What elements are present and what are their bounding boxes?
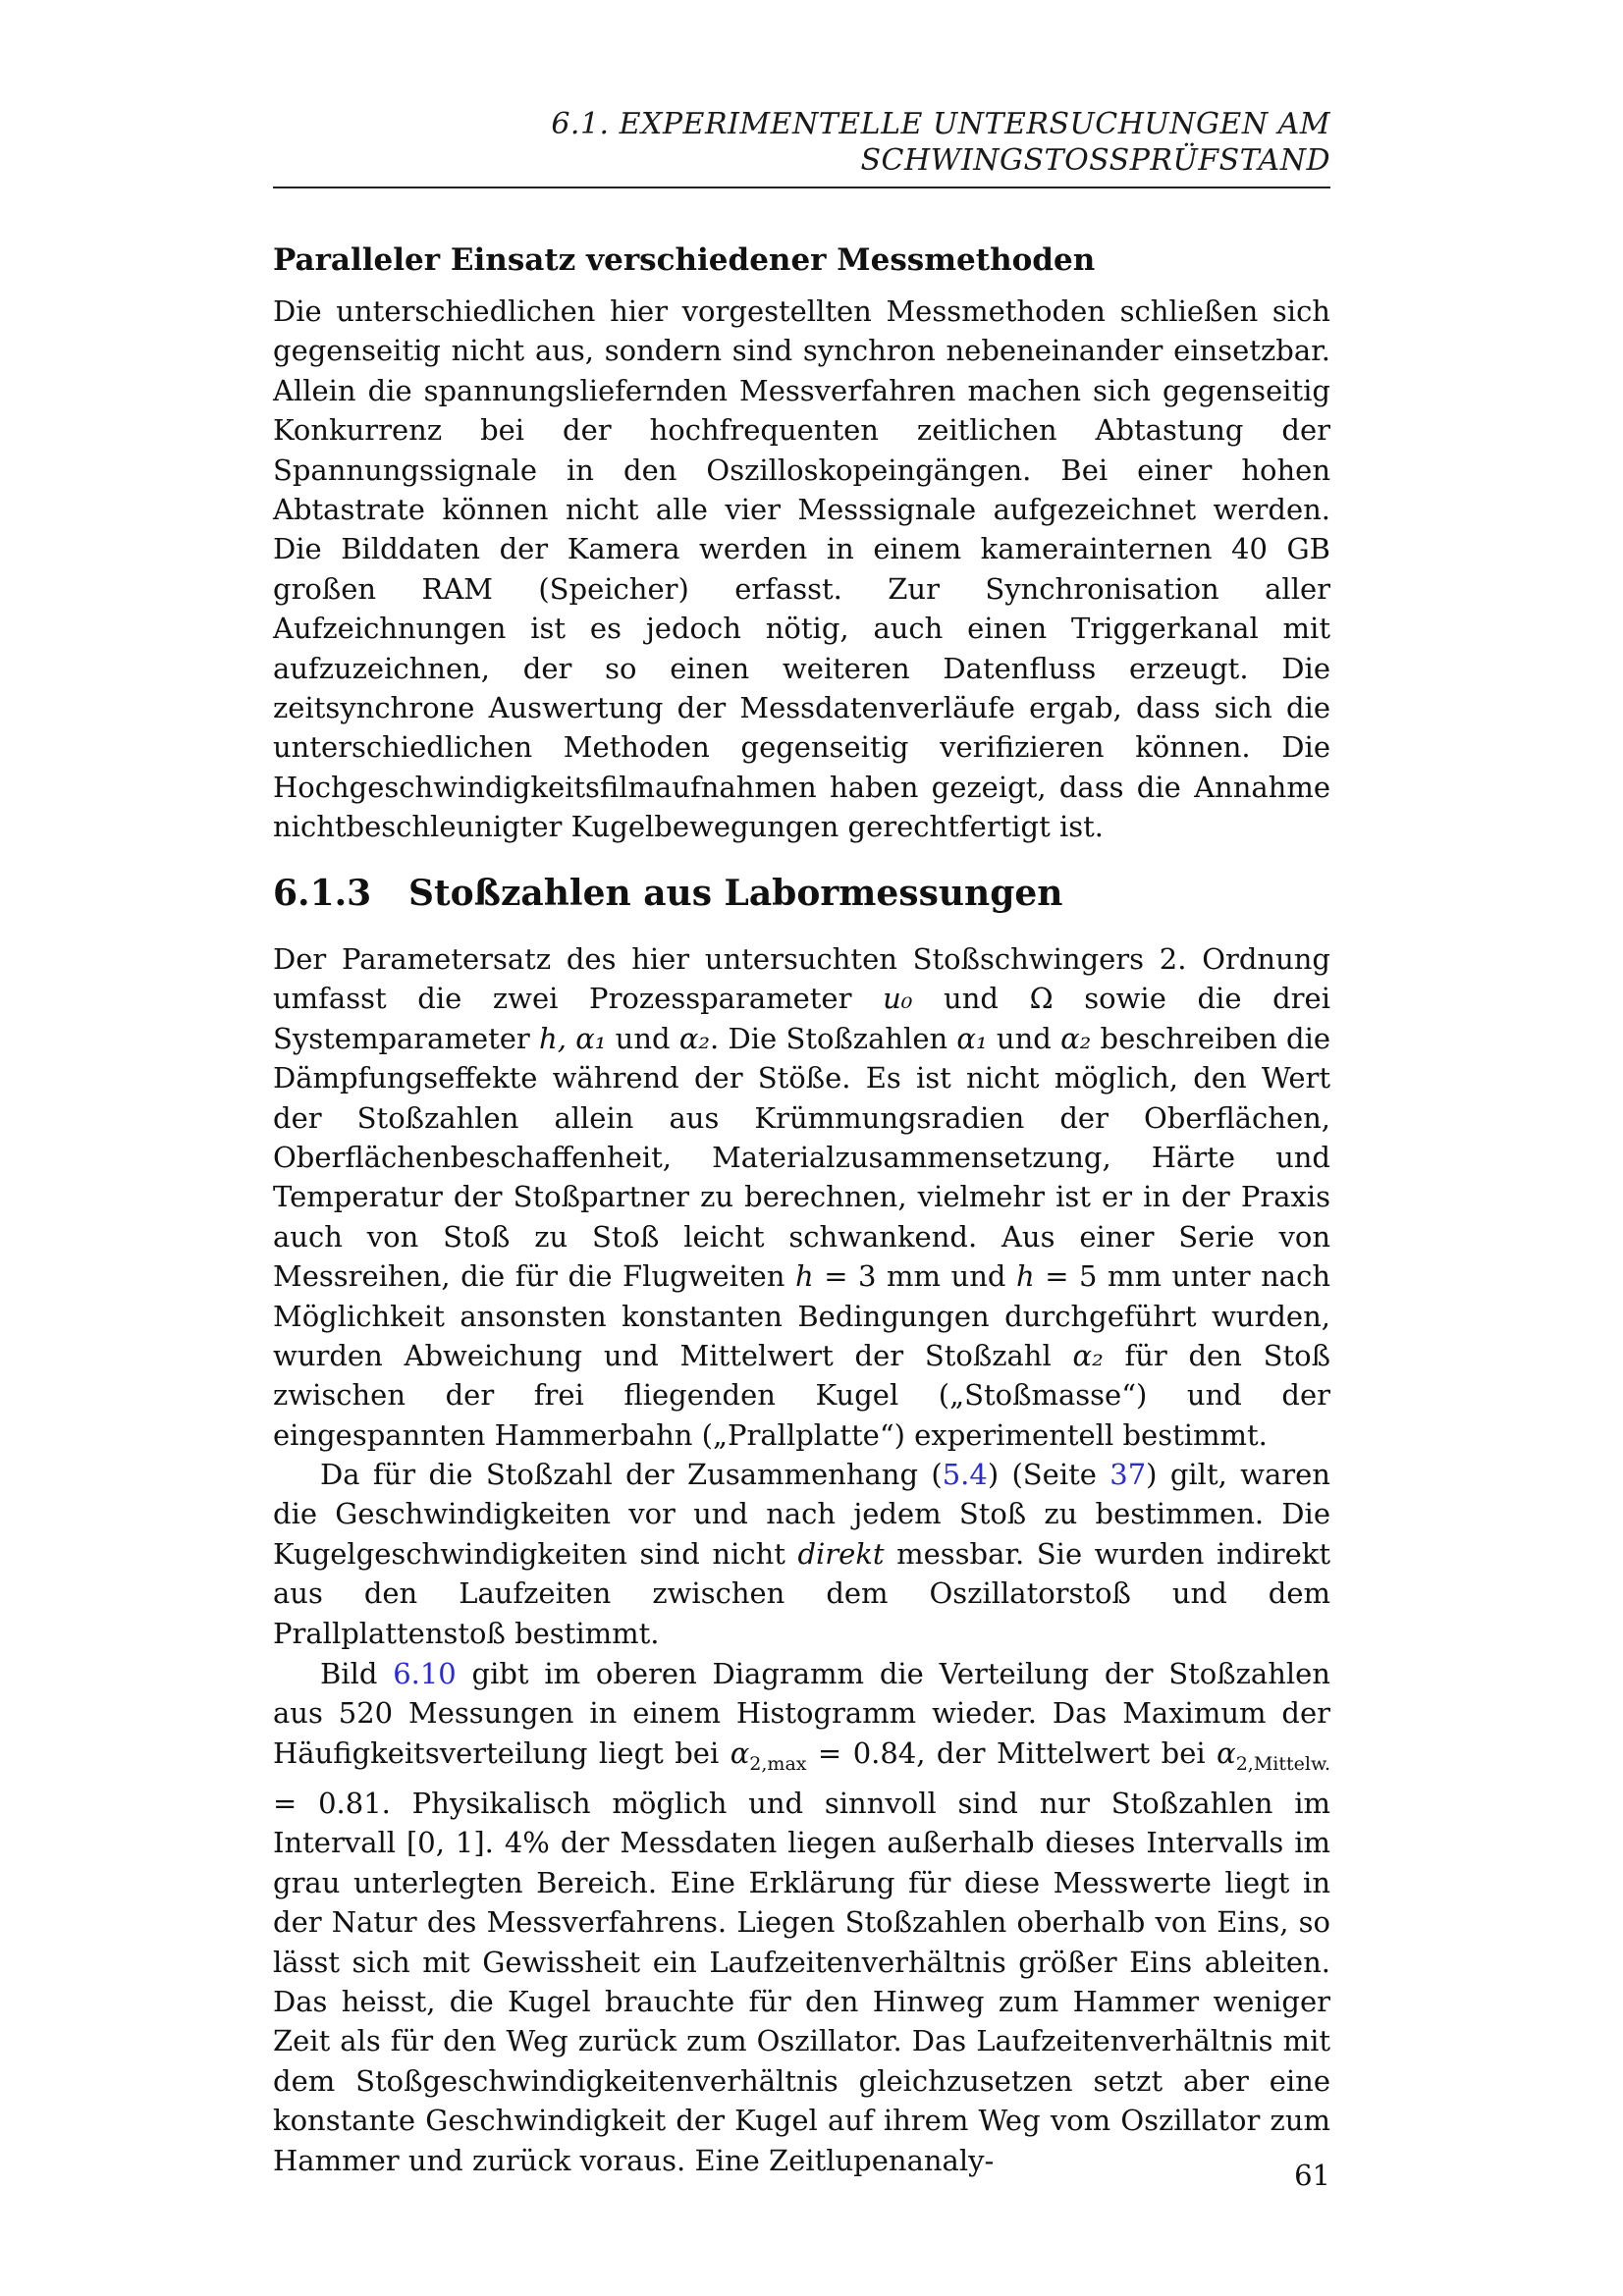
section-title: Stoßzahlen aus Labormessungen [408,873,1063,914]
running-header-line-1: 6.1. EXPERIMENTELLE UNTERSUCHUNGEN AM [551,107,1330,141]
math-h: h [1016,1259,1035,1294]
running-header [273,106,1330,179]
paragraph: Da für die Stoßzahl der Zusammenhang (5.4) (Seite 37) gilt, waren die Geschwindigkeiten vor und nach jedem Stoß zu bestimmen. Die Kugelgeschwindigkeiten sind nicht direkt messbar. Sie wurden indirekt aus den Laufzeiten zwischen dem Oszillatorstoß und dem Prallplattenstoß bestimmt. [273,1458,1330,1650]
section-paragraph-3 [273,1654,1330,2180]
subsection-heading: Paralleler Einsatz verschiedener Messmethoden [273,242,1096,278]
running-header-line-2: SCHWINGSTOSSPRÜFSTAND [860,143,1330,178]
section-paragraph-2 [273,1455,1330,1653]
math-alpha-2max: α [730,1735,750,1770]
math-h: h [794,1259,814,1294]
page-number: 61 [1294,2159,1330,2192]
math-alpha2: α₂ [1072,1339,1104,1373]
paragraph: Die unterschiedlichen hier vorgestellten Messmethoden schließen sich gegenseitig nicht aus, sondern sind synchron nebeneinander einsetzbar. Allein die spannungsliefernden Messverfahren machen sich gegenseitig Konkurrenz bei der hochfrequenten zeitlichen Abtastung der Spannungssignale in den Oszilloskopeingängen. Bei einer hohen Abtastrate können nicht alle vier Messsignale aufgezeichnet werden. Die Bilddaten der Kamera werden in einem kamerainternen 40 GB großen RAM (Speicher) erfasst. Zur Synchronisation aller Aufzeichnungen ist es jedoch nötig, auch einen Triggerkanal mit aufzuzeichnen, der so einen weiteren Datenfluss erzeugt. Die zeitsynchrone Auswertung der Messdatenverläufe ergab, dass sich die unterschiedlichen Methoden gegenseitig verifizieren können. Die Hochgeschwindigkeitsfilmaufnahmen haben gezeigt, dass die Annahme nichtbeschleunigter Kugelbewegungen gerechtfertigt ist. [273,294,1330,844]
section-heading [273,872,1062,915]
equation-reference-link[interactable]: 5.4 [942,1458,988,1491]
subsection-body [273,292,1330,847]
math-alpha1: α₁ [956,1021,988,1055]
emphasis: direkt [797,1536,885,1571]
section-paragraph-1 [273,939,1330,1455]
paragraph: Der Parametersatz des hier untersuchten Stoßschwingers 2. Ordnung umfasst die zwei Prozessparameter u₀ und Ω sowie die drei Systemparameter h, α₁ und α₂. Die Stoßzahlen α₁ und α₂ beschreiben die Dämpfungseffekte während der Stöße. Es ist nicht möglich, den Wert der Stoßzahlen allein aus Krümmungsradien der Oberflächen, Oberflächenbeschaffenheit, Materialzusammensetzung, Härte und Temperatur der Stoßpartner zu berechnen, vielmehr ist er in der Praxis auch von Stoß zu Stoß leicht schwankend. Aus einer Serie von Messreihen, die für die Flugweiten h = 3 mm und h = 5 mm unter nach Möglichkeit ansonsten konstanten Bedingungen durchgeführt wurden, wurden Abweichung und Mittelwert der Stoßzahl α₂ für den Stoß zwischen der frei fliegenden Kugel („Stoßmasse“) und der eingespannten Hammerbahn („Prallplatte“) experimentell bestimmt. [273,942,1331,1452]
paragraph: Bild 6.10 gibt im oberen Diagramm die Verteilung der Stoßzahlen aus 520 Messungen in einem Histogramm wieder. Das Maximum der Häufigkeitsverteilung liegt bei $\alpha_{2,max} = 0.84$, der Mittelwert bei $\alpha_{2,Mittelw.} = 0.81$. Physikalisch möglich und sinnvoll sind nur Stoßzahlen im Intervall [0, 1]. 4% der Messdaten liegen außerhalb dieses Intervalls im grau unterlegten Bereich. Eine Erklärung für diese Messwerte liegt in der Natur des Messverfahrens. Liegen Stoßzahlen oberhalb von Eins, so lässt sich mit Gewissheit ein Laufzeitenverhältnis größer Eins ableiten. Das heisst, die Kugel brauchte für den Hinweg zum Hammer weniger Zeit als für den Weg zurück zum Oszillator. Das Laufzeitenverhältnis mit dem Stoßgeschwindigkeitenverhältnis gleichzusetzen setzt aber eine konstante Geschwindigkeit der Kugel auf ihrem Weg vom Oszillator zum Hammer und zurück voraus. Eine Zeitlupenanaly- [273,1657,1330,2177]
math-alpha2: α₂ [678,1021,711,1055]
math-h-alpha1: h, α₁ [539,1021,607,1055]
math-alpha2: α₂ [1060,1021,1092,1055]
header-rule [273,187,1330,188]
page-reference-link[interactable]: 37 [1109,1458,1147,1491]
figure-reference-link[interactable]: 6.10 [393,1657,457,1690]
section-number: 6.1.3 [273,873,372,914]
math-u0: u₀ [883,982,913,1016]
document-page [273,0,1330,2296]
math-alpha-2mittelw: α [1217,1735,1236,1770]
